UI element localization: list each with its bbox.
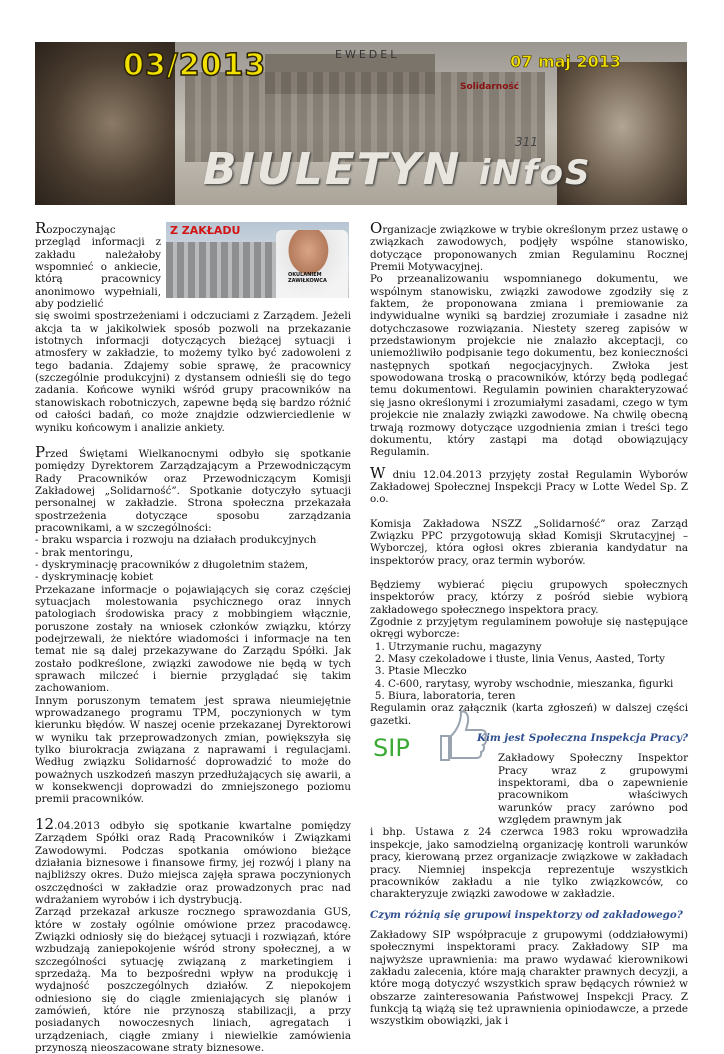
bullet-item: - dyskryminację pracowników z długoletnim stażem, (35, 558, 309, 571)
article-intro-cont: się swoimi spostrzeżeniami i odczuciami z Zarządem. Jeżeli akcja ta w jakikolwiek sposób pozwoli na przekazanie istotnych informacji dotyczących bieżącej sytuacji i atmosfery w zakładzie, to możemy tylko być zadowoleni z tego badania. Zdajemy sobie sprawę, że pracownicy (szczególnie produkcyjni) z dystansem odnieśli się do tego zadania. Końcowe wyniki wśród grupy pracowników na stanowiskach robotniczych, zapewne będą się bardzo różnić od całości badań, co może znajdzie odzwierciedlenie w wyniku końcowym i analizie ankiety. (35, 310, 351, 434)
list-item: 2. Masy czekoladowe i tłuste, linia Venus, Aasted, Torty (388, 653, 688, 665)
list-item: 3. Ptasie Mleczko (388, 665, 688, 677)
title-part1: BIULETYN (203, 144, 479, 195)
article-regulamin (370, 219, 688, 274)
article-meeting (35, 442, 351, 534)
intro-text: ozpoczynając przegląd informacji z zakładu należałoby wspomnieć o ankiecie, którą pracownicy anonimowo wypełniali, aby podzielić (35, 224, 161, 311)
meeting-text: rzed Świętami Wielkanocnymi odbyło się spotkanie pomiędzy Dyrektorem Zarządzającym a Przewodniczącym Rady Pracowników oraz Przewodniczącym Komisji Zakładowej „Solidarność”. Spotkanie dotyczyło sytuacji personalnej w zakładzie. Strona społeczna przekazała spostrzeżenia dotyczące sposobu zarządzania pracownikami, a w szczególności: (35, 447, 351, 534)
list-item: 1. Utrzymanie ruchu, magazyny (388, 641, 688, 653)
bulletin-title (203, 144, 592, 195)
question-heading: Czym różnią się grupowi inspektorzy od zakładowego? (370, 908, 683, 921)
header-banner (35, 42, 687, 205)
shirt-text: OKULANIEM ZAWIŁKOWCA (288, 272, 327, 284)
article-attachment: Regulamin oraz załącznik (karta zgłoszeń) w dalszej części gazetki. (370, 702, 688, 727)
bullet-item: - braku wsparcia i rozwoju na działach produkcyjnych (35, 534, 317, 547)
article-intro (35, 219, 161, 311)
article-regulamin-cont: Po przeanalizowaniu wspomnianego dokumentu, we wspólnym stanowisku, związki zawodowe zgodziły się z faktem, że proponowana zmiana i premiowanie za indywidualne wyniki są bardziej zrozumiałe i zasadne niż dotychczasowe rozwiązania. Niestety szereg zapisów w przedstawionym projekcie nie znalazło akceptacji, co uniemożliwiło podpisanie tego dokumentu, bez konieczności następnych spotkań negocjacyjnych. Zwłoka jest spowodowana troską o pracowników, którzy będą podlegać temu dokumentowi. Regulamin powinien charakteryzować się jasno określonymi i zrozumiałymi zasadami, czego w tym projekcie nie znalazły związki zawodowe. Na chwilę obecną trwają rozmowy dotyczące uzgodnienia zmian i treści tego dokumentu, który zastąpi ma dotąd obowiązujący Regulamin. (370, 273, 688, 459)
bullet-item: - dyskryminację kobiet (35, 571, 154, 584)
drop-initial: R (35, 219, 47, 237)
issue-number: 03/2013 (123, 48, 267, 83)
drop-initial: P (35, 442, 46, 461)
drop-initial: W (370, 463, 386, 482)
article-sip-wrap: Zakładowy Społeczny Inspektor Pracy wraz z grupowymi inspektorami, dba o zapewnienie pracownikom właściwych warunków pracy zarówno pod względem prawnym jak (498, 752, 688, 827)
factory-sign: EWEDEL (335, 48, 400, 61)
article-tpm: Innym poruszonym tematem jest sprawa nieumiejętnie wprowadzanego programu TPM, poczynionych w tym kierunku błędów. W naszej ocenie przekazanej Dyrektorowi w wyniku tak przeprowadzonych zmian, powiększyła się tylko biurokracja związana z naprawami i regulacjami. Według związku Solidarność doprowadzić to może do poważnych uszkodzeń maszyn przedłużających się awarii, a w konsekwencji doprowadzi do zmniejszonego poziomu premii pracowników. (35, 694, 351, 806)
article-quarterly (35, 814, 351, 906)
article-mobbing: Przekazane informacje o pojawiających się coraz częściej sytuacjach molestowania psychicznego oraz innych patologiach środowiska pracy z mobbingiem włącznie, poruszone zostały na wniosek członków związku, którzy podejrzewali, że niektóre wiadomości i informacje na ten temat nie są dalej przekazywane do Zarządu Spółki. Jak zostało podkreślone, związki zawodowe nie będą w tych sprawach milczeć i biernie przyglądać się takim zachowaniom. (35, 583, 351, 695)
districts-list (370, 641, 688, 703)
left-column (35, 219, 351, 1054)
photo-caption: Z ZAKŁADU (170, 224, 241, 237)
elections-text: dniu 12.04.2013 przyjęty został Regulamin Wyborów Zakładowej Społecznej Inspekcji Pracy w Lotte Wedel Sp. Z o.o. (370, 468, 688, 506)
list-item: 5. Biura, laboratoria, teren (388, 690, 688, 702)
quarterly-text: .04.2013 odbyło się spotkanie kwartalne pomiędzy Zarządem Spółki oraz Radą Pracowników i Związkami Zawodowymi. Podczas spotkania omówiono bieżące działania biznesowe i finansowe firmy, jej rozwój i plany na najbliższy okres. Dużo miejsca zajęła sprawa poczynionych oszczędności w zakładzie oraz prowadzonych prac nad wdrażaniem wyrobów i ich dystrybucją. (35, 819, 351, 906)
title-part2: iNfoS (478, 153, 592, 193)
article-elections (370, 463, 688, 506)
bullet-item: - brak mentoringu, (35, 546, 134, 559)
sip-logo (371, 700, 496, 770)
article-districts-intro: Zgodnie z przyjętym regulaminem powołuje się następujące okręgi wyborcze: (370, 615, 688, 641)
article-commission: Komisja Zakładowa NSZZ „Solidarność” oraz Zarząd Związku PPC przygotowują skład Komisji Skrutacyjnej – Wyborczej, która ogłosi okres zbierania kandydatur na inspektorów pracy, oraz termin wyborów. (370, 517, 688, 567)
article-sip-roles: Zakładowy SIP współpracuje z grupowymi (oddziałowymi) społecznymi inspektorami pracy. Zakładowy SIP ma najwyższe uprawnienia: ma prawo wydawać kierownikowi zakładu zalecenia, które mają charakter prawnych decyzji, a które mogą dotyczyć wszystkich spraw będących również w obszarze zainteresowania Państwowej Inspekcji Pracy. Z funkcją tą wiążą się też uprawnienia opiniodawcze, a przede wszystkim obowiązki, jak i (370, 928, 688, 1028)
right-column (370, 219, 688, 1028)
question-heading: Kim jest Społeczna Inspekcja Pracy? (477, 732, 688, 745)
list-item: 4. C-600, rarytasy, wyroby wschodnie, mieszanka, figurki (388, 678, 688, 690)
article-inspectors: Będziemy wybierać pięciu grupowych społecznych inspektorów pracy, którzy z pośród siebie wybiorą zakładowego społecznego inspektora pracy. (370, 578, 688, 616)
issue-date: 07 maj 2013 (510, 52, 621, 71)
drop-initial: O (370, 219, 383, 237)
article-gus: Zarząd przekazał arkusze rocznego sprawozdania GUS, które w zostały ogólnie omówione przez pracodawcę. Związki odniosły się do bieżącej sytuacji i rozwiązań, które wzbudzają zaniepokojenie wśród strony społecznej, a w szczególności sytuację związaną z marketingiem i sprzedażą. Ma to bezpośredni wpływ na produkcję i wydajność poszczególnych działów. Z niepokojem odniesiono się do ciągle zmieniających się planów i zamówień, które nie przynoszą stabilizacji, a przy posiadanych nowoczesnych liniach, agregatach i urządzeniach, ciągłe zmiany i niewielkie zamówienia przynoszą nieoszacowane straty biznesowe. (35, 906, 351, 1054)
regulamin-text: rganizacje związkowe w trybie określonym przez ustawę o związkach zawodowych, podjęły wspólne stanowisko, dotyczące proponowanych zmian Regulaminu Rocznej Premii Motywacyjnej. (370, 224, 688, 274)
drop-initial: 12 (35, 814, 55, 833)
sip-label: SIP (373, 734, 410, 762)
thumbs-up-icon (435, 706, 489, 764)
solidarnosc-logo: Solidarność (460, 82, 520, 92)
article-sip: i bhp. Ustawa z 24 czerwca 1983 roku wprowadziła inspekcje, jako samodzielną organizację kontroli warunków pracy, kierowaną przez organizacje związkowe w zakładach pracy. Niemniej inspekcja reprezentuje wszystkich pracowników zakładu a nie tylko związkowców, co charakteryzuje związki zawodowe w zakładzie. (370, 826, 688, 901)
number-mark: 311 (515, 135, 538, 149)
